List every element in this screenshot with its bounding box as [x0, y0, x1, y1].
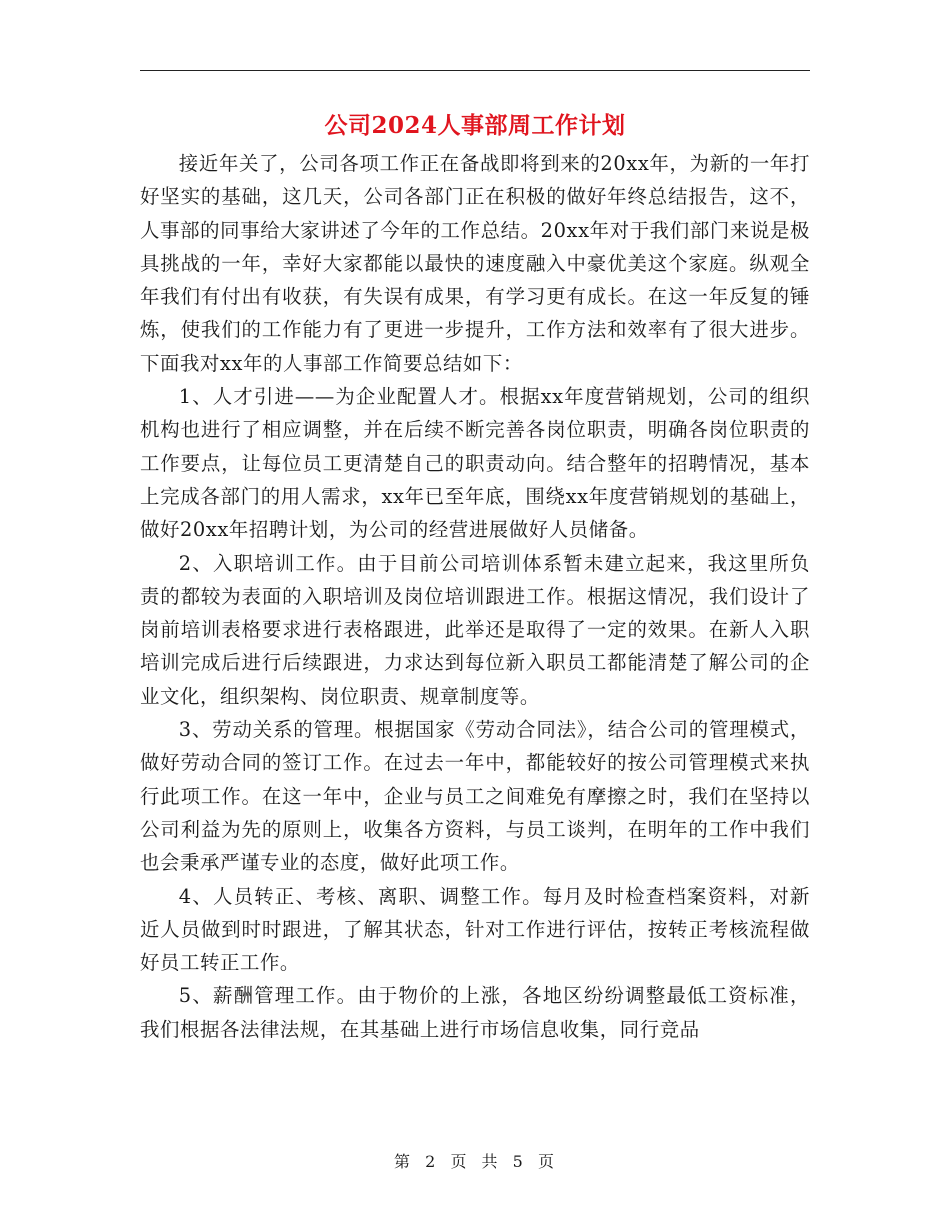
paragraph-intro: 接近年关了，公司各项工作正在备战即将到来的20xx年，为新的一年打好坚实的基础，这几天，公司各部门正在积极的做好年终总结报告，这不，人事部的同事给大家讲述了今年的工作总结。20xx年对于我们部门来说是极具挑战的一年，幸好大家都能以最快的速度融入中豪优美这个家庭。纵观全年我们有付出有收获，有失误有成果，有学习更有成长。在这一年反复的锤炼，使我们的工作能力有了更进一步提升，工作方法和效率有了很大进步。下面我对xx年的人事部工作简要总结如下：	[140, 152, 810, 375]
document-title: 公司2024人事部周工作计划	[324, 112, 626, 139]
paragraph-onboarding-training: 2、入职培训工作。由于目前公司培训体系暂未建立起来，我这里所负责的都较为表面的入职培训及岗位培训跟进工作。根据这情况，我们设计了岗前培训表格要求进行表格跟进，此举还是取得了一定的效果。在新人入职培训完成后进行后续跟进，力求达到每位新入职员工都能清楚了解公司的企业文化，组织架构、岗位职责、规章制度等。	[140, 551, 810, 708]
footer-ye-2: 页	[537, 1152, 556, 1171]
page-footer	[0, 1150, 950, 1174]
page-total: 5	[512, 1152, 525, 1171]
footer-gong: 共	[481, 1152, 500, 1171]
paragraph-talent-recruitment: 1、人才引进——为企业配置人才。根据xx年度营销规划，公司的组织机构也进行了相应调整，并在后续不断完善各岗位职责，明确各岗位职责的工作要点，让每位员工更清楚自己的职责动向。结合整年的招聘情况，基本上完成各部门的用人需求，xx年已至年底，围绕xx年度营销规划的基础上，做好20xx年招聘计划，为公司的经营进展做好人员储备。	[140, 385, 810, 542]
page-number: 2	[425, 1152, 438, 1171]
footer-di: 第	[394, 1152, 413, 1171]
paragraph-salary-management: 5、薪酬管理工作。由于物价的上涨，各地区纷纷调整最低工资标准，我们根据各法律法规，在其基础上进行市场信息收集，同行竞品	[140, 984, 810, 1041]
header-rule	[140, 70, 810, 71]
paragraph-labor-relations: 3、劳动关系的管理。根据国家《劳动合同法》，结合公司的管理模式，做好劳动合同的签订工作。在过去一年中，都能较好的按公司管理模式来执行此项工作。在这一年中，企业与员工之间难免有摩擦之时，我们在坚持以公司利益为先的原则上，收集各方资料，与员工谈判，在明年的工作中我们也会秉承严谨专业的态度，做好此项工作。	[140, 718, 810, 875]
footer-ye: 页	[450, 1152, 469, 1171]
paragraph-staff-regularization: 4、人员转正、考核、离职、调整工作。每月及时检查档案资料，对新近人员做到时时跟进，了解其状态，针对工作进行评估，按转正考核流程做好员工转正工作。	[140, 884, 810, 975]
document-body	[140, 147, 810, 1046]
